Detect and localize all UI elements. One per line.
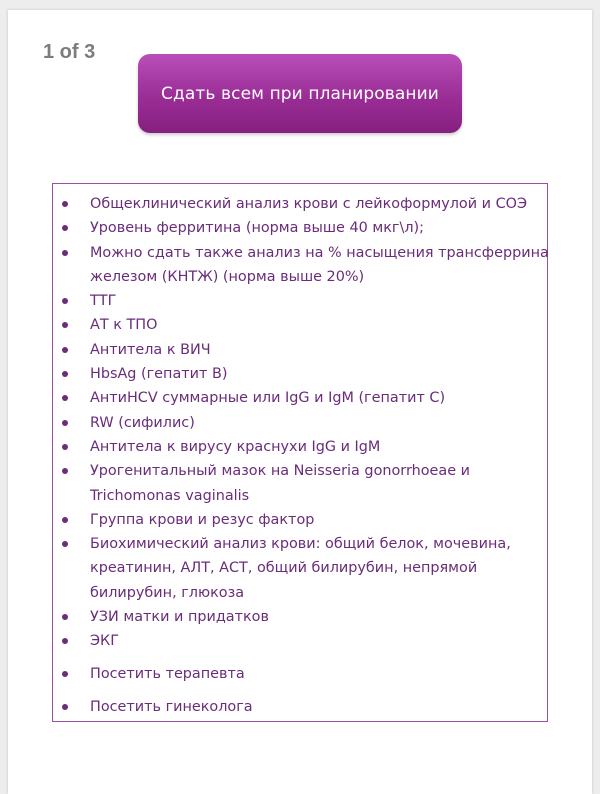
list-item xyxy=(53,435,547,459)
list-item xyxy=(53,532,547,605)
list-item-text: АТ к ТПО xyxy=(90,317,158,334)
list-item xyxy=(53,459,547,508)
list-item-text: креатинин, АЛТ, АСТ, общий билирубин, непрямой xyxy=(90,560,478,577)
list-item-text: Биохимический анализ крови: общий белок, мочевина, xyxy=(90,536,511,553)
list-item xyxy=(53,338,547,362)
list-item-text: Посетить гинеколога xyxy=(90,698,253,715)
list-item-text: RW (сифилис) xyxy=(90,414,195,431)
list-item-text: Группа крови и резус фактор xyxy=(90,511,315,528)
bullet-icon xyxy=(62,420,68,426)
bullet-icon xyxy=(62,468,68,474)
bullet-icon xyxy=(62,347,68,353)
list-item-text: Посетить терапевта xyxy=(90,665,245,682)
bullet-icon xyxy=(62,322,68,328)
checklist xyxy=(53,192,547,719)
bullet-icon xyxy=(62,517,68,523)
list-item-text: билирубин, глюкоза xyxy=(90,584,245,601)
bullet-icon xyxy=(62,201,68,207)
bullet-icon xyxy=(62,541,68,547)
list-item-text: Уровень ферритина (норма выше 40 мкг\л); xyxy=(90,220,424,237)
bullet-icon xyxy=(62,671,68,677)
list-item-text: Общеклинический анализ крови с лейкоформулой и СОЭ xyxy=(90,196,527,212)
list-item xyxy=(53,313,547,337)
bullet-icon xyxy=(62,298,68,304)
list-item-text: HbsAg (гепатит В) xyxy=(90,366,228,383)
list-item xyxy=(53,241,547,290)
list-item-text: Антитела к вирусу краснухи IgG и IgM xyxy=(90,438,381,455)
checklist-box xyxy=(52,183,548,722)
list-item xyxy=(53,695,547,719)
bullet-icon xyxy=(62,395,68,401)
list-item xyxy=(53,662,547,686)
bullet-icon xyxy=(62,250,68,256)
list-item xyxy=(53,192,547,216)
document-page xyxy=(8,10,592,794)
list-item xyxy=(53,216,547,240)
title-banner: Сдать всем при планировании xyxy=(138,54,462,133)
list-item-text: ЭКГ xyxy=(90,633,120,650)
list-item xyxy=(53,629,547,653)
list-item-text: Антитела к ВИЧ xyxy=(90,341,211,358)
list-item xyxy=(53,508,547,532)
bullet-icon xyxy=(62,614,68,620)
list-item-text: ТТГ xyxy=(90,293,117,310)
list-item-text: Урогенитальный мазок на Neisseria gonorrhoeae и xyxy=(90,463,471,480)
list-item xyxy=(53,289,547,313)
list-item-text: АнтиHCV суммарные или IgG и IgM (гепатит С) xyxy=(90,390,446,407)
list-item-text: Trichomonas vaginalis xyxy=(90,487,250,504)
list-item xyxy=(53,362,547,386)
page-counter: 1 of 3 xyxy=(43,41,96,63)
bullet-icon xyxy=(62,638,68,644)
bullet-icon xyxy=(62,444,68,450)
bullet-icon xyxy=(62,704,68,710)
bullet-icon xyxy=(62,225,68,231)
list-item xyxy=(53,605,547,629)
list-item-text: Можно сдать также анализ на % насыщения трансферрина xyxy=(90,244,549,261)
list-item-text: железом (КНТЖ) (норма выше 20%) xyxy=(90,268,365,285)
list-item xyxy=(53,411,547,435)
list-item xyxy=(53,386,547,410)
list-item-text: УЗИ матки и придатков xyxy=(90,609,269,626)
bullet-icon xyxy=(62,371,68,377)
